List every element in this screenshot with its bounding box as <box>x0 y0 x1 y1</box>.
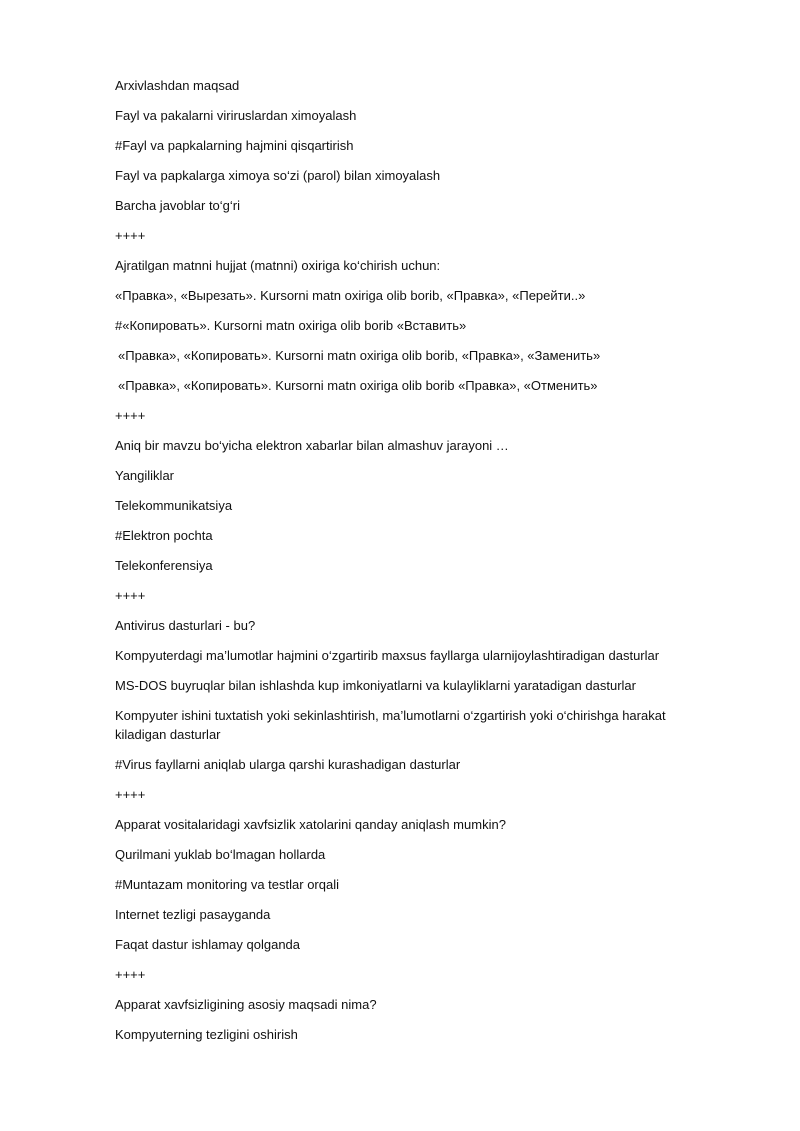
text-line: Telekommunikatsiya <box>115 498 233 513</box>
text-line: Fayl va pakalarni viriruslardan ximoyalash <box>115 108 357 123</box>
text-line: «Правка», «Копировать». Kursorni matn oxiriga olib borib «Правка», «Отменить» <box>118 378 598 393</box>
text-line: «Правка», «Вырезать». Kursorni matn oxiriga olib borib, «Правка», «Перейти..» <box>115 288 586 303</box>
separator-line: ++++ <box>115 967 146 982</box>
text-line: MS-DOS buyruqlar bilan ishlashda kup imkoniyatlarni va kulayliklarni yaratadigan dasturlar <box>115 678 636 693</box>
separator-line: ++++ <box>115 588 146 603</box>
text-line: Apparat vositalaridagi xavfsizlik xatolarini qanday aniqlash mumkin? <box>115 817 506 832</box>
text-line: Kompyuter ishini tuxtatish yoki sekinlashtirish, ma’lumotlarni o‘zgartirish yoki o‘chirishga harakat kiladigan dasturlar <box>115 708 666 742</box>
text-line: Kompyuterdagi ma’lumotlar hajmini o‘zgartirib maxsus fayllarga ularnijoylashtiradigan dasturlar <box>115 648 660 663</box>
separator-line: ++++ <box>115 228 146 243</box>
text-line: «Правка», «Копировать». Kursorni matn oxiriga olib borib, «Правка», «Заменить» <box>118 348 601 363</box>
text-line: Telekonferensiya <box>115 558 213 573</box>
text-line: Kompyuterning tezligini oshirish <box>115 1027 298 1042</box>
text-line: #Virus fayllarni aniqlab ularga qarshi kurashadigan dasturlar <box>115 757 461 772</box>
text-line: Apparat xavfsizligining asosiy maqsadi nima? <box>115 997 377 1012</box>
separator-line: ++++ <box>115 787 146 802</box>
text-line: Barcha javoblar to‘g‘ri <box>115 198 241 213</box>
text-line: Yangiliklar <box>115 468 175 483</box>
text-line: Faqat dastur ishlamay qolganda <box>115 937 301 952</box>
text-line: Fayl va papkalarga ximoya so‘zi (parol) bilan ximoyalash <box>115 168 441 183</box>
text-line: #Fayl va papkalarning hajmini qisqartirish <box>115 138 354 153</box>
text-line: #Elektron pochta <box>115 528 213 543</box>
separator-line: ++++ <box>115 408 146 423</box>
text-line: Antivirus dasturlari - bu? <box>115 618 256 633</box>
text-line: #«Копировать». Kursorni matn oxiriga olib borib «Вставить» <box>115 318 467 333</box>
document-body <box>115 76 705 1055</box>
text-line: Arxivlashdan maqsad <box>115 78 240 93</box>
text-line: Qurilmani yuklab bo‘lmagan hollarda <box>115 847 326 862</box>
text-line: Internet tezligi pasayganda <box>115 907 271 922</box>
text-line: Aniq bir mavzu bo‘yicha elektron xabarlar bilan almashuv jarayoni … <box>115 438 509 453</box>
text-line: #Muntazam monitoring va testlar orqali <box>115 877 339 892</box>
text-line: Ajratilgan matnni hujjat (matnni) oxiriga ko‘chirish uchun: <box>115 258 441 273</box>
